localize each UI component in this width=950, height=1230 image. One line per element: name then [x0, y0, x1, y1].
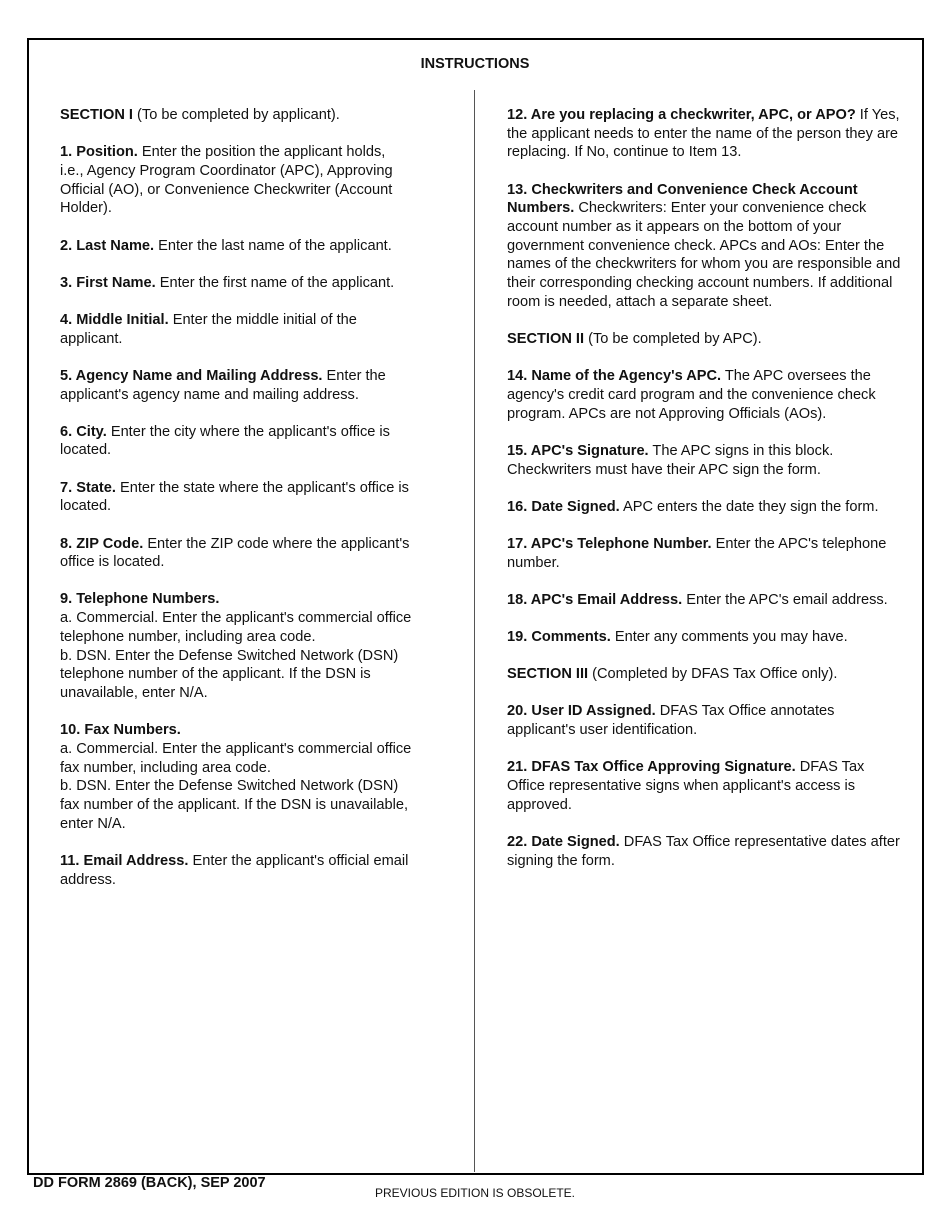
instruction-text: APC enters the date they sign the form.: [619, 498, 879, 515]
instruction-item: [507, 181, 902, 312]
instruction-item: [507, 498, 902, 517]
instruction-item: [507, 628, 902, 647]
page-title: INSTRUCTIONS: [420, 56, 530, 72]
instruction-label: 10. Fax Numbers.: [60, 722, 181, 739]
instruction-label: 17. APC's Telephone Number.: [507, 535, 712, 552]
instruction-label: 14. Name of the Agency's APC.: [507, 368, 722, 385]
instruction-text: Enter the city where the applicant's office is located.: [60, 423, 390, 459]
instruction-item: [507, 442, 902, 479]
instruction-label: 7. State.: [60, 479, 116, 496]
instruction-text: The APC signs in this block. Checkwriters must have their APC sign the form.: [507, 442, 834, 478]
instruction-item: [60, 852, 412, 889]
instruction-label: 21. DFAS Tax Office Approving Signature.: [507, 759, 796, 776]
instruction-text: Enter the applicant's official email address.: [60, 852, 409, 888]
instruction-item: [507, 665, 902, 684]
instruction-item: [507, 535, 902, 572]
instruction-text: (To be completed by applicant).: [132, 107, 340, 123]
instruction-label: 6. City.: [60, 423, 107, 440]
instruction-label: 16. Date Signed.: [507, 498, 620, 515]
instruction-subitem: a. Commercial. Enter the applicant's commercial office fax number, including area code.: [60, 740, 412, 776]
instruction-text: Enter the APC's email address.: [682, 591, 888, 608]
obsolete-note: PREVIOUS EDITION IS OBSOLETE.: [374, 1186, 576, 1200]
instruction-subitem: b. DSN. Enter the Defense Switched Network (DSN) telephone number of the applicant. If the DSN is unavailable, enter N/A.: [60, 647, 399, 701]
instruction-label: 4. Middle Initial.: [60, 311, 169, 328]
instruction-item: [507, 833, 902, 870]
right-column: [507, 106, 902, 889]
instruction-item: [60, 535, 412, 572]
instruction-item: [60, 143, 412, 218]
instruction-label: 12. Are you replacing a checkwriter, APC, or APO?: [507, 107, 856, 123]
instruction-item: [60, 479, 412, 516]
instruction-label: 2. Last Name.: [60, 237, 155, 254]
instruction-item: [60, 311, 412, 348]
instruction-item: [60, 106, 412, 125]
instruction-item: [60, 367, 412, 404]
instruction-item: [507, 758, 902, 814]
instruction-item: [60, 423, 412, 460]
instruction-label: 22. Date Signed.: [507, 833, 620, 850]
instruction-label: SECTION II: [507, 331, 585, 348]
instruction-text: Enter the APC's telephone number.: [507, 535, 887, 571]
instruction-text: Enter the last name of the applicant.: [154, 237, 392, 254]
instruction-text: (To be completed by APC).: [584, 331, 762, 348]
instruction-subitem: b. DSN. Enter the Defense Switched Network (DSN) fax number of the applicant. If the DSN is unavailable, enter N/A.: [60, 778, 409, 832]
instruction-text: DFAS Tax Office representative signs when applicant's access is approved.: [507, 759, 865, 813]
instruction-label: SECTION III: [507, 666, 589, 683]
instruction-text: Checkwriters: Enter your convenience check account number as it appears on the bottom of your government convenience check. APCs and AOs: Enter the names of the checkwriters for whom you are responsible and their corresponding checking account numbers. If additional room is needed, attach a separate sheet.: [507, 200, 901, 310]
instruction-text: Enter the first name of the applicant.: [155, 274, 395, 291]
instruction-label: 11. Email Address.: [60, 852, 189, 869]
instruction-text: Enter any comments you may have.: [610, 629, 848, 646]
instruction-label: 15. APC's Signature.: [507, 442, 649, 459]
instruction-text: Enter the applicant's agency name and mailing address.: [60, 367, 386, 403]
left-column: [60, 106, 412, 908]
instruction-item: [60, 721, 412, 833]
instruction-label: 20. User ID Assigned.: [507, 703, 656, 720]
instruction-label: 3. First Name.: [60, 274, 156, 291]
instruction-item: [507, 702, 902, 739]
instruction-item: [507, 367, 902, 423]
instruction-text: The APC oversees the agency's credit card program and the convenience check program. APCs are not Approving Officials (AOs).: [507, 368, 876, 422]
instruction-subitem: a. Commercial. Enter the applicant's commercial office telephone number, including area code.: [60, 610, 412, 645]
instruction-item: [507, 106, 902, 162]
instruction-label: 1. Position.: [60, 144, 138, 161]
instruction-text: (Completed by DFAS Tax Office only).: [588, 666, 838, 683]
instruction-text: DFAS Tax Office representative dates after signing the form.: [507, 833, 900, 869]
instruction-label: 8. ZIP Code.: [60, 535, 144, 552]
instruction-item: [60, 590, 412, 702]
instruction-text: Enter the position the applicant holds, i.e., Agency Program Coordinator (APC), Approving Official (AO), or Convenience Checkwriter (Account Holder).: [60, 144, 393, 217]
instruction-text: DFAS Tax Office annotates applicant's user identification.: [507, 703, 835, 739]
form-identifier: DD FORM 2869 (BACK), SEP 2007: [33, 1175, 266, 1191]
instruction-item: [507, 591, 902, 610]
instruction-item: [507, 330, 902, 349]
instruction-label: 18. APC's Email Address.: [507, 591, 683, 608]
column-divider: [474, 90, 475, 1172]
instruction-item: [60, 274, 412, 293]
instruction-label: 19. Comments.: [507, 629, 611, 646]
instruction-item: [60, 237, 412, 256]
instruction-label: 5. Agency Name and Mailing Address.: [60, 367, 323, 384]
instruction-label: SECTION I: [60, 107, 133, 123]
instruction-text: Enter the ZIP code where the applicant's office is located.: [60, 535, 410, 571]
instruction-label: 13. Checkwriters and Convenience Check Account Numbers.: [507, 181, 858, 217]
instruction-text: Enter the middle initial of the applicant.: [60, 311, 357, 347]
instruction-text: Enter the state where the applicant's office is located.: [60, 479, 409, 515]
instruction-text: If Yes, the applicant needs to enter the name of the person they are replacing. If No, continue to Item 13.: [507, 107, 900, 161]
instruction-label: 9. Telephone Numbers.: [60, 591, 220, 608]
